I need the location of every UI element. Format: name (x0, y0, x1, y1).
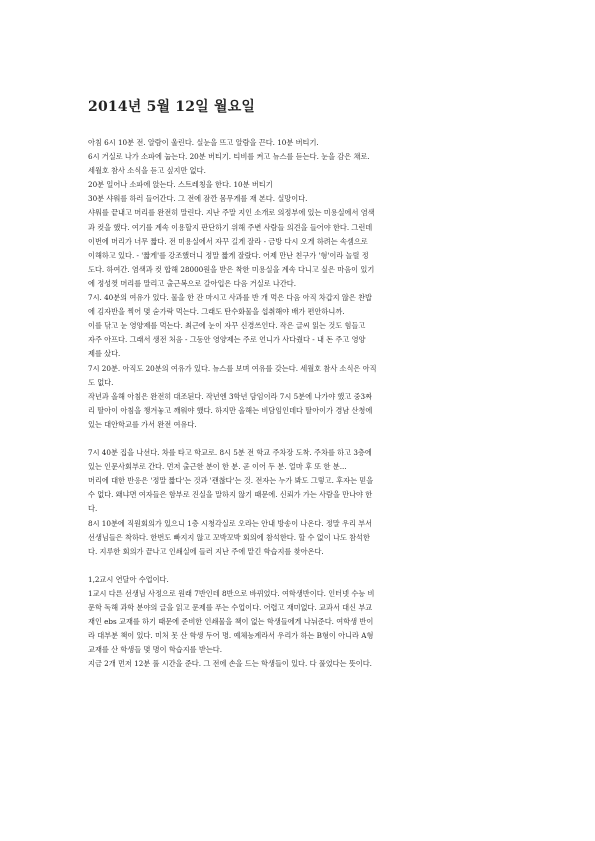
text-line: 에 정성껏 머리를 말리고 출근복으로 갈아입은 다음 거실로 나간다. (88, 278, 297, 288)
text-line: 8시 10분에 직원회의가 있으니 1층 시청각실로 오라는 안내 방송이 나온다. 정말 우리 부서 (88, 518, 373, 528)
text-line: 문학 독해 과학 분야의 글을 읽고 문제를 푸는 수업이다. 어렵고 재미없다. 교과서 대신 부교 (88, 603, 373, 613)
text-line: 1,2교시 연달아 수업이다. (88, 574, 169, 584)
text-line: 작년과 올해 아침은 완전히 대조된다. 작년엔 3학년 담임이라 7시 5분에 나가야 했고 중3짜 (88, 391, 373, 401)
text-line: 이번에 머리가 너무 짧다. 전 미용실에서 자꾸 길게 잘라 - 금방 다시 오게 하려는 속셈으로 (88, 236, 368, 246)
text-line: 이해하고 있다. - '짧게'를 강조했더니 정말 짧게 잘랐다. 어제 만난 친구가 '형'이라 놀릴 정 (88, 250, 369, 260)
text-line: 교재를 산 학생들 몇 명이 학습지를 받는다. (88, 645, 223, 655)
text-line: 도 없다. (88, 377, 114, 387)
text-line: 재인 ebs 교재를 하기 때문에 준비한 인쇄물을 책이 없는 학생들에게 나눠준다. 여학생 반이 (88, 617, 374, 627)
text-line: 과 컷을 했다. 여기를 계속 이용할지 판단하기 위해 주변 사람들 의견을 들어야 한다. 그런데 (88, 222, 373, 232)
text-line: 제를 샀다. (88, 349, 121, 359)
text-line: 도다. 하여간. 염색과 컷 합해 28000원을 받은 착한 미용실을 계속 다니고 싶은 마음이 있기 (88, 264, 375, 274)
paragraph-gap (88, 432, 508, 446)
text-line: 지금 2개 먼저 12분 풀 시간을 준다. 그 전에 손을 드는 학생들이 있다. 다 풀었다는 뜻이다. (88, 659, 372, 669)
text-line: 아침 6시 10분 전. 알람이 울린다. 실눈을 뜨고 알람을 끈다. 10분 버티기. (88, 138, 319, 147)
text-line: 리 딸아이 아침을 챙겨놓고 깨워야 했다. 하지만 올해는 비담임인데다 딸아이가 경남 산청에 (88, 405, 373, 415)
text-line: 다. (88, 504, 98, 514)
text-line: 세월호 참사 소식을 듣고 싶지만 없다. (88, 166, 206, 176)
paragraph (88, 573, 508, 672)
text-line: 6시 거실로 나가 소파에 눕는다. 20분 버티기. 티비를 켜고 뉴스를 듣는다. 눈을 감은 채로. (88, 152, 370, 162)
text-line: 7시 40분 집을 나선다. 차를 타고 학교로. 8시 5분 전 학교 주차장 도착. 주차를 하고 3층에 (88, 448, 372, 458)
text-line: 1교시 다른 선생님 사정으로 원래 7반인데 8반으로 바뀌었다. 여학생반이다. 인터넷 수능 비 (88, 589, 375, 598)
text-line: 선생님들은 착하다. 한번도 빠지지 않고 꼬박꼬박 회의에 참석한다. 할 수 없이 나도 참석한 (88, 532, 370, 542)
document-body (88, 136, 508, 672)
text-line: 샤워를 끝내고 머리를 완전히 말린다. 지난 주말 지인 소개로 의정부에 있는 미용실에서 염색 (88, 208, 375, 218)
text-line: 라 대부분 책이 있다. 미처 못 산 학생 두어 명. 예체능계라서 우리가 하는 B형이 아니라 A형 (88, 631, 374, 641)
paragraph-gap (88, 559, 508, 573)
text-line: 수 없다. 왜냐면 여자들은 함부로 진실을 말하지 않기 때문에. 신뢰가 가는 사람을 만나야 한 (88, 490, 373, 500)
text-line: 에 김자반을 찍어 몇 숟가락 먹는다. 그래도 탄수화물을 섭취해야 배가 편안하니까. (88, 307, 345, 317)
document-title: 2014년 5월 12일 월요일 (88, 99, 256, 115)
text-line: 있는 대안학교를 가서 완전 여유다. (88, 419, 197, 429)
text-line: 20분 일어나 소파에 앉는다. 스트레칭을 한다. 10분 버티기 (88, 180, 273, 190)
text-line: 있는 인문사회부로 간다. 먼저 출근한 분이 한 분. 곧 이어 두 분. 얼마 후 또 한 분... (88, 462, 347, 472)
paragraph (88, 446, 508, 559)
text-line: 자주 아프다. 그래서 생전 처음 - 그동안 영양제는 주로 언니가 사다줬다 - 내 돈 주고 영양 (88, 335, 366, 345)
paragraph (88, 136, 508, 432)
text-line: 7시. 40분의 여유가 있다. 물을 한 잔 마시고 사과를 반 개 먹은 다음 아직 차갑지 않은 찬밥 (88, 293, 372, 303)
text-line: 7시 20분. 아직도 20분의 여유가 있다. 뉴스를 보며 여유를 갖는다. 세월호 참사 소식은 아직 (88, 363, 377, 373)
text-line: 이를 닦고 눈 영양제를 먹는다. 최근에 눈이 자꾸 신경쓰인다. 작은 글씨 읽는 것도 힘들고 (88, 321, 366, 331)
text-line: 다. 지루한 회의가 끝나고 인쇄실에 들러 지난 주에 맡긴 학습지를 찾아온다. (88, 546, 324, 556)
text-line: 30분 샤워를 하러 들어간다. 그 전에 잠깐 몸무게를 재 본다. 실망이다. (88, 194, 308, 204)
text-line: 머리에 대한 반응은 '정말 짧다'는 것과 '괜찮다'는 것. 전자는 누가 봐도 그렇고. 후자는 믿을 (88, 476, 374, 486)
